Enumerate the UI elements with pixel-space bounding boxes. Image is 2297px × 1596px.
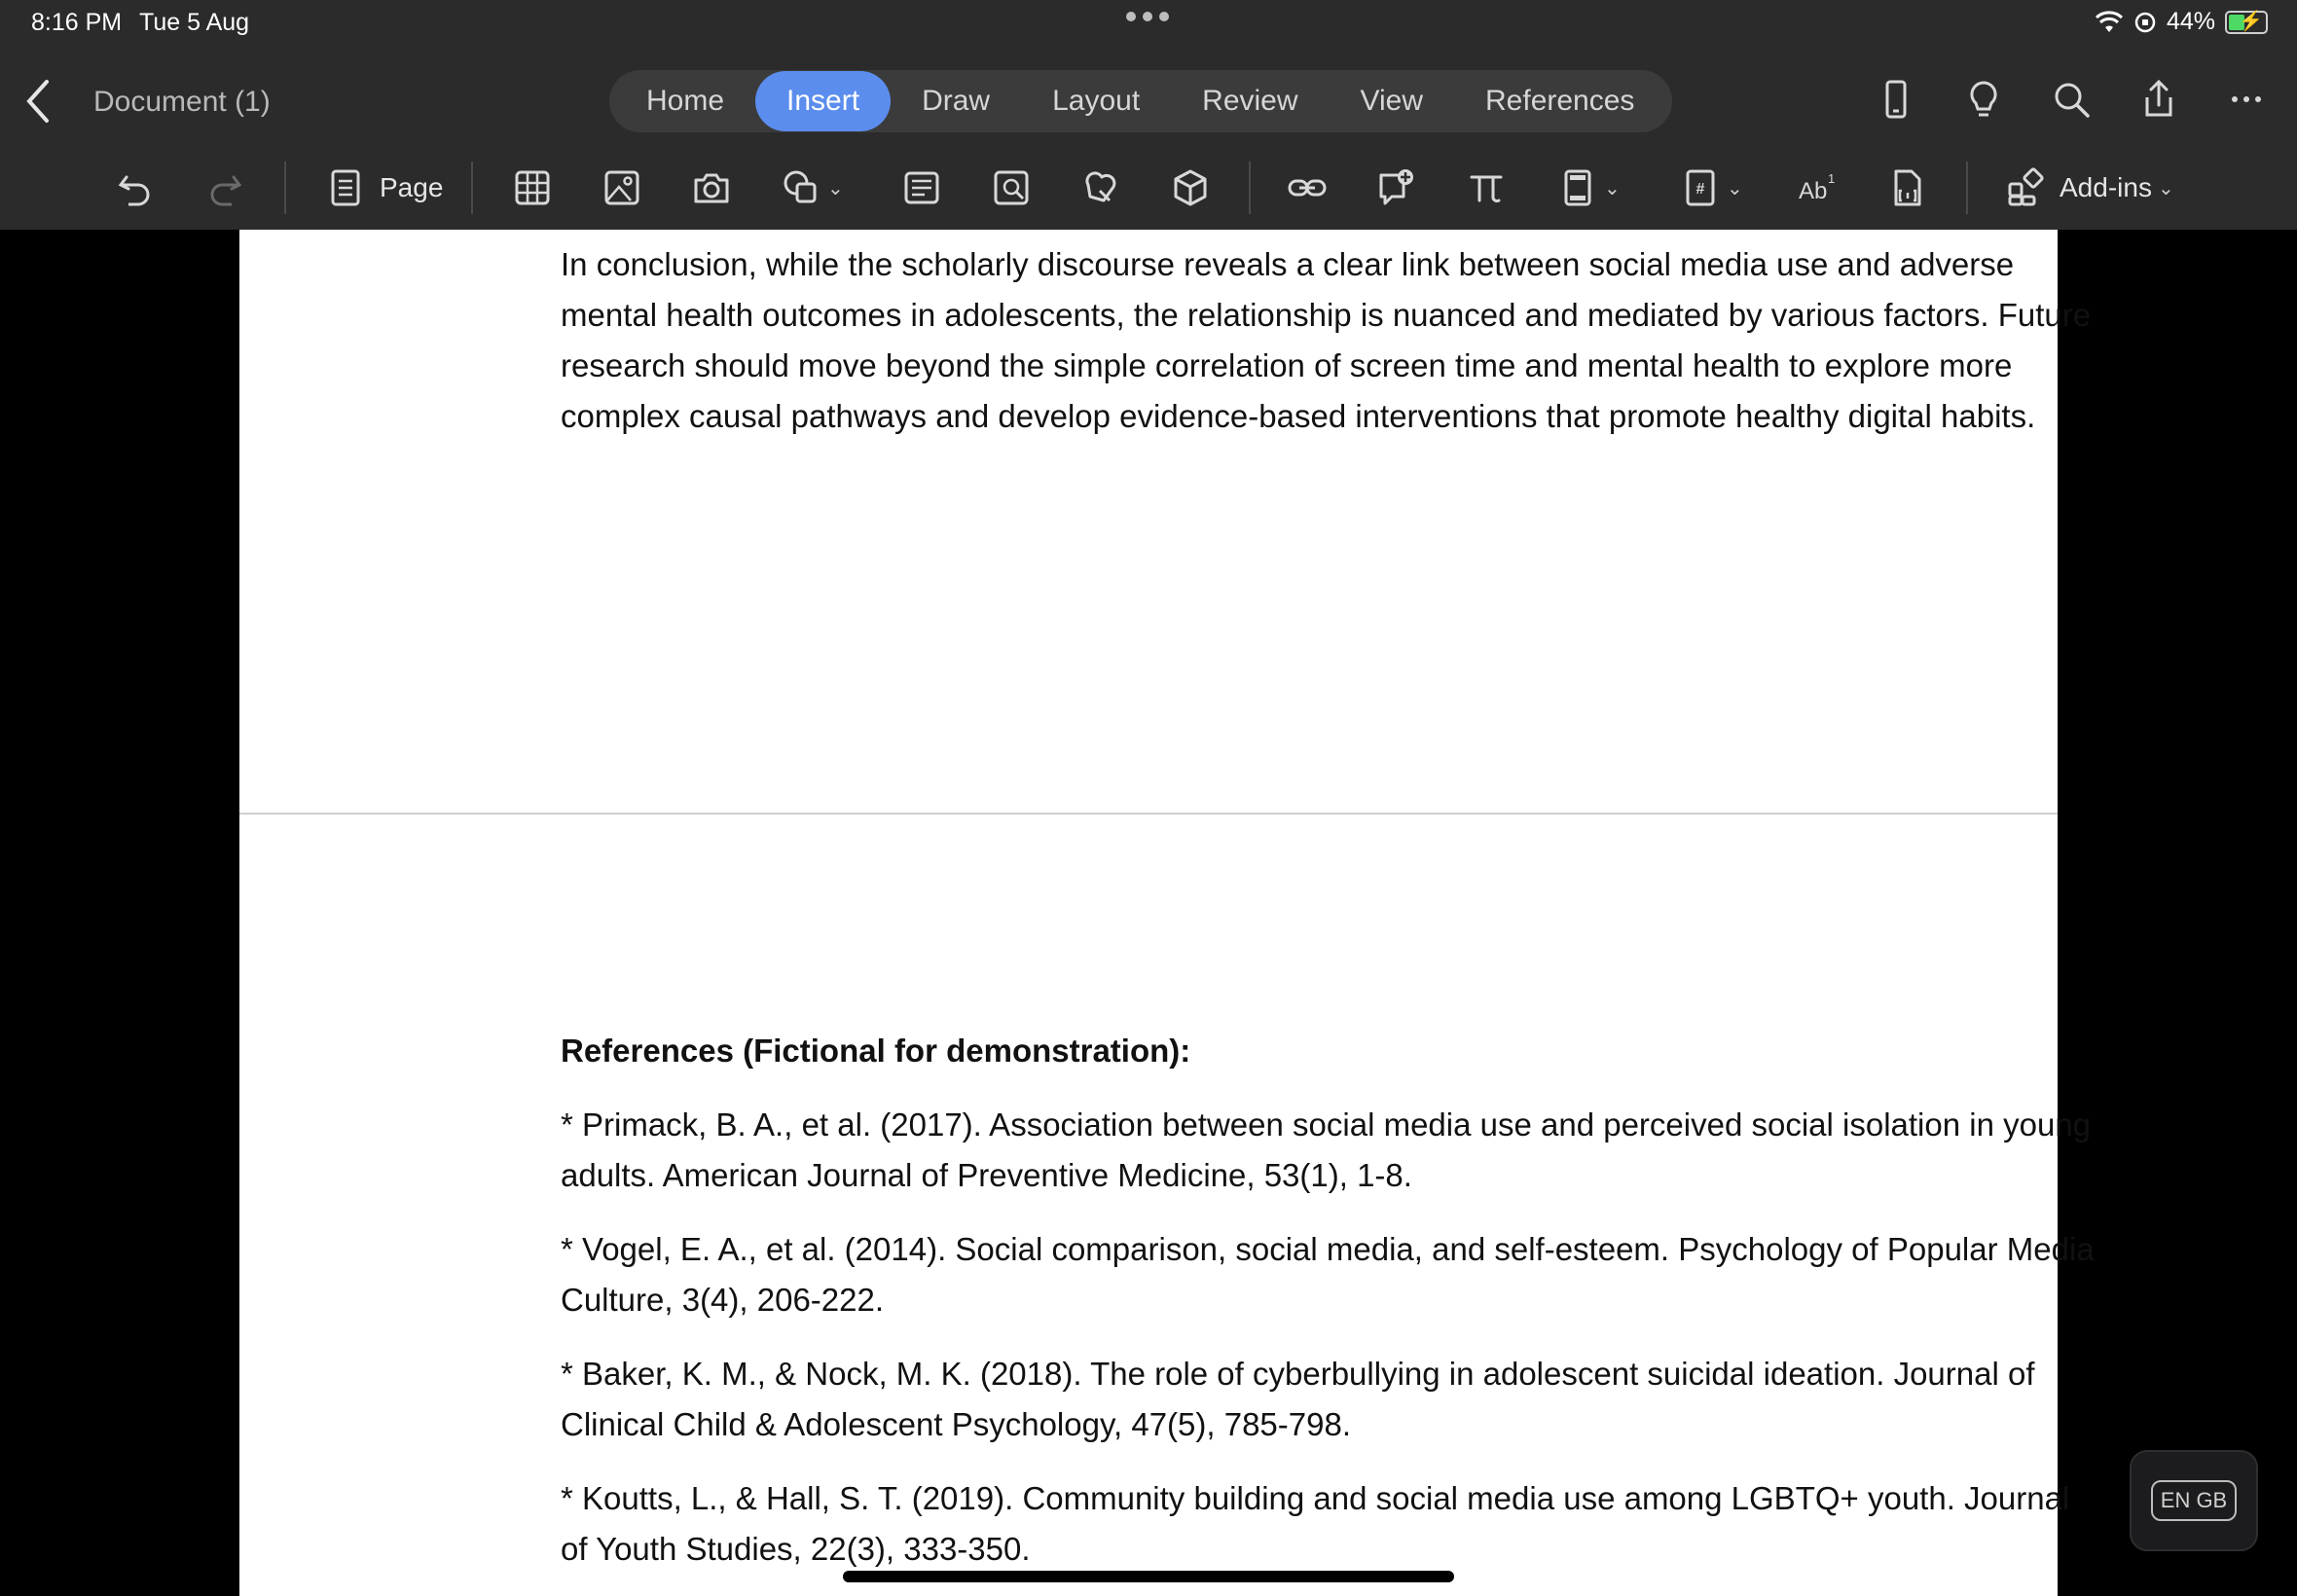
page-break <box>239 813 2058 815</box>
insert-toolbar <box>0 154 2297 222</box>
tab-draw[interactable]: Draw <box>922 85 991 117</box>
title-row <box>0 64 2297 138</box>
table-button[interactable] <box>512 163 553 212</box>
battery-icon: ⚡ <box>2225 11 2268 34</box>
references-heading[interactable]: References (Fictional for demonstration): <box>561 1033 1191 1069</box>
add-ins-button[interactable] <box>2005 163 2174 212</box>
header-footer-icon <box>1557 167 1598 208</box>
cube-icon <box>1170 167 1211 208</box>
equation-button[interactable] <box>1466 163 1507 212</box>
toolbar-divider <box>1249 162 1251 214</box>
orientation-lock-icon <box>2133 11 2157 34</box>
icons-icon <box>1080 167 1121 208</box>
chevron-down-icon: ⌄ <box>1604 177 1621 200</box>
svg-text:#: # <box>1695 181 1705 198</box>
status-time: 8:16 PM <box>31 9 123 36</box>
chevron-down-icon: ⌄ <box>827 177 844 200</box>
ideas-button[interactable] <box>1960 76 2007 123</box>
table-icon <box>512 167 553 208</box>
document-info-button[interactable] <box>1886 163 1927 212</box>
shapes-button[interactable] <box>781 163 844 212</box>
camera-icon <box>691 167 732 208</box>
reference-item[interactable]: * Primack, B. A., et al. (2017). Association between social media use and perceived social isolation in young adults. American Journal of Preventive Medicine, 53(1), 1-8. <box>561 1106 2092 1193</box>
header-footer-button[interactable] <box>1557 163 1621 212</box>
image-search-icon <box>991 167 1032 208</box>
share-icon <box>2137 78 2180 121</box>
chevron-down-icon: ⌄ <box>2157 177 2174 200</box>
tab-references[interactable]: References <box>1485 85 1635 117</box>
camera-button[interactable] <box>691 163 732 212</box>
reference-item[interactable]: * Vogel, E. A., et al. (2014). Social comparison, social media, and self-esteem. Psychology of Popular Media Culture, 3(4), 206-222. <box>561 1231 2095 1318</box>
reference-item[interactable]: * Koutts, L., & Hall, S. T. (2019). Community building and social media use among LGBTQ+ youth. Journal of Youth Studies, 22(3), 333-350. <box>561 1480 2070 1567</box>
redo-button[interactable] <box>204 163 245 212</box>
battery-percent: 44% <box>2166 8 2215 35</box>
footnote-icon <box>1797 167 1838 208</box>
text-box-icon <box>901 167 942 208</box>
svg-text:1: 1 <box>1828 171 1836 186</box>
mobile-view-button[interactable] <box>1873 76 1919 123</box>
undo-button[interactable] <box>115 163 156 212</box>
document-title[interactable]: Document (1) <box>93 86 271 118</box>
add-ins-icon <box>2005 167 2046 208</box>
undo-icon <box>115 167 156 208</box>
chevron-left-icon <box>21 78 56 125</box>
toolbar-divider <box>471 162 473 214</box>
link-icon <box>1287 167 1328 208</box>
link-button[interactable] <box>1287 163 1328 212</box>
home-indicator[interactable] <box>843 1571 1454 1582</box>
toolbar-divider <box>284 162 286 214</box>
svg-text:Ab: Ab <box>1799 178 1828 204</box>
tab-review[interactable]: Review <box>1202 85 1298 117</box>
add-comment-icon <box>1376 167 1417 208</box>
lightbulb-icon <box>1962 78 2005 121</box>
shapes-icon <box>781 167 821 208</box>
keyboard-language-label: EN GB <box>2151 1480 2237 1521</box>
document-canvas[interactable] <box>239 230 2095 1596</box>
page-button[interactable] <box>325 163 443 212</box>
pi-icon <box>1466 167 1507 208</box>
document-field-icon <box>1886 167 1927 208</box>
status-indicators <box>2095 8 2268 36</box>
keyboard-language-button[interactable] <box>2130 1450 2258 1551</box>
image-icon <box>602 167 642 208</box>
tab-insert[interactable]: Insert <box>755 71 891 131</box>
ellipsis-icon <box>2225 78 2268 121</box>
page-number-icon <box>1680 167 1721 208</box>
ribbon-tabs <box>609 70 1672 132</box>
top-chrome <box>0 0 2297 230</box>
redo-icon <box>204 167 245 208</box>
conclusion-paragraph[interactable]: In conclusion, while the scholarly discourse reveals a clear link between social media use and adverse mental health outcomes in adolescents, the relationship is nuanced and mediated by various factors. Future research should move beyond the simple correlation of screen time and mental health to explore more complex causal pathways and develop evidence-based interventions that promote healthy digital habits. <box>561 246 2092 434</box>
comment-button[interactable] <box>1376 163 1417 212</box>
text-box-button[interactable] <box>901 163 942 212</box>
footnote-button[interactable] <box>1797 163 1838 212</box>
back-button[interactable] <box>21 78 60 125</box>
3d-models-button[interactable] <box>1170 163 1211 212</box>
page-icon <box>325 167 366 208</box>
toolbar-divider <box>1966 162 1968 214</box>
page-number-button[interactable] <box>1680 163 1743 212</box>
icons-button[interactable] <box>1080 163 1121 212</box>
add-ins-label: Add-ins <box>2060 172 2152 202</box>
picture-button[interactable] <box>602 163 642 212</box>
share-button[interactable] <box>2135 76 2182 123</box>
chevron-down-icon: ⌄ <box>1727 177 1743 200</box>
tab-view[interactable]: View <box>1360 85 1424 117</box>
reference-item[interactable]: * Baker, K. M., & Nock, M. K. (2018). The role of cyberbullying in adolescent suicidal ideation. Journal of Clinical Child & Adolescent Psychology, 47(5), 785-798. <box>561 1356 2035 1442</box>
search-icon <box>2050 78 2093 121</box>
status-bar <box>0 0 2297 49</box>
multitasking-dots[interactable] <box>1126 12 1169 21</box>
header-actions <box>1873 76 2270 123</box>
more-button[interactable] <box>2223 76 2270 123</box>
online-picture-button[interactable] <box>991 163 1032 212</box>
tab-layout[interactable]: Layout <box>1052 85 1141 117</box>
wifi-icon <box>2095 11 2124 34</box>
search-button[interactable] <box>2048 76 2095 123</box>
phone-icon <box>1875 78 1917 121</box>
status-date: Tue 5 Aug <box>139 9 250 36</box>
page-button-label: Page <box>380 172 444 202</box>
tab-home[interactable]: Home <box>646 85 725 117</box>
